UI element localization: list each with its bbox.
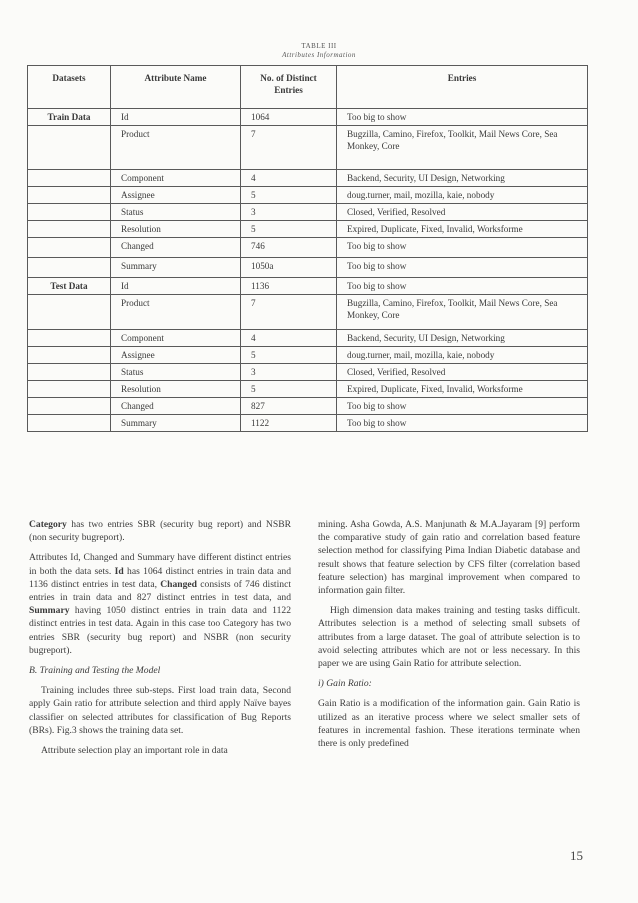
- table-row: [28, 398, 588, 415]
- dataset-cell: Test Data: [28, 278, 111, 295]
- right-column: [318, 518, 580, 757]
- table-body: [28, 109, 588, 432]
- attributes-table: [27, 65, 588, 432]
- entries-cell: Too big to show: [337, 278, 588, 295]
- table-row: [28, 347, 588, 364]
- attribute-cell: Assignee: [111, 347, 241, 364]
- gain-ratio-paragraph: Gain Ratio is a modification of the information gain. Gain Ratio is utilized as an iterative process where we select smaller sets of features in incremental fashion. These iterations terminate when there is only predefined: [318, 698, 580, 750]
- left-column: [29, 518, 291, 764]
- entries-cell: Expired, Duplicate, Fixed, Invalid, Worksforme: [337, 381, 588, 398]
- table-row: [28, 258, 588, 278]
- dataset-cell: [28, 330, 111, 347]
- attribute-cell: Status: [111, 364, 241, 381]
- attribute-cell: Component: [111, 330, 241, 347]
- count-cell: 827: [241, 398, 337, 415]
- entries-cell: Too big to show: [337, 238, 588, 258]
- header-distinct-entries: No. of Distinct Entries: [241, 66, 337, 109]
- table-row: [28, 126, 588, 170]
- table-row: [28, 364, 588, 381]
- count-cell: 4: [241, 330, 337, 347]
- count-cell: 7: [241, 295, 337, 330]
- attribute-cell: Product: [111, 126, 241, 170]
- attribute-cell: Component: [111, 170, 241, 187]
- attribute-cell: Resolution: [111, 221, 241, 238]
- entries-cell: Too big to show: [337, 258, 588, 278]
- dataset-cell: Train Data: [28, 109, 111, 126]
- section-heading-training: B. Training and Testing the Model: [29, 665, 161, 677]
- table-row: [28, 238, 588, 258]
- attribute-cell: Summary: [111, 415, 241, 432]
- dataset-cell: [28, 415, 111, 432]
- dataset-cell: [28, 221, 111, 238]
- dataset-cell: [28, 347, 111, 364]
- table-caption-title: Attributes Information: [282, 51, 356, 59]
- dataset-cell: [28, 381, 111, 398]
- count-cell: 3: [241, 204, 337, 221]
- entries-cell: doug.turner, mail, mozilla, kaie, nobody: [337, 187, 588, 204]
- mining-paragraph: mining. Asha Gowda, A.S. Manjunath & M.A.Jayaram [9] perform the comparative study of gain ratio and correlation based feature selection method for classifying Pima Indian Diabetic database and result shows that feature selection by CFS filter (correlation based feature selection) has marginal improvement when compared to information gain filter.: [318, 519, 580, 597]
- table-row: [28, 109, 588, 126]
- page-number: 15: [570, 848, 583, 863]
- count-cell: 4: [241, 170, 337, 187]
- table-row: [28, 170, 588, 187]
- table-row: [28, 330, 588, 347]
- entries-cell: Bugzilla, Camino, Firefox, Toolkit, Mail News Core, Sea Monkey, Core: [337, 295, 588, 330]
- count-cell: 7: [241, 126, 337, 170]
- dataset-cell: [28, 238, 111, 258]
- section-heading-gain-ratio: i) Gain Ratio:: [318, 678, 372, 690]
- dataset-cell: [28, 364, 111, 381]
- entries-cell: Backend, Security, UI Design, Networking: [337, 170, 588, 187]
- count-cell: 3: [241, 364, 337, 381]
- dataset-cell: [28, 204, 111, 221]
- table-row: [28, 221, 588, 238]
- dataset-cell: [28, 126, 111, 170]
- entries-cell: Bugzilla, Camino, Firefox, Toolkit, Mail News Core, Sea Monkey, Core: [337, 126, 588, 170]
- entries-cell: Closed, Verified, Resolved: [337, 364, 588, 381]
- table-header-row: [28, 66, 588, 109]
- attributes-paragraph: Attributes Id, Changed and Summary have different distinct entries in both the data sets. Id has 1064 distinct entries in train data and 1136 distinct entries in test data, Changed consists of 746 distinct entries in train data and 827 distinct entries in test data, and Summary having 1050 distinct entries in train data and 1122 distinct entries in test data. Again in this case too Category has two entries SBR (security bug report) and NSBR (non security bugreport).: [29, 552, 291, 656]
- attribute-cell: Summary: [111, 258, 241, 278]
- entries-cell: Closed, Verified, Resolved: [337, 204, 588, 221]
- table-row: [28, 204, 588, 221]
- count-cell: 5: [241, 187, 337, 204]
- count-cell: 5: [241, 381, 337, 398]
- count-cell: 1122: [241, 415, 337, 432]
- count-cell: 5: [241, 347, 337, 364]
- dataset-cell: [28, 258, 111, 278]
- header-datasets: Datasets: [28, 66, 111, 109]
- count-cell: 1064: [241, 109, 337, 126]
- attribute-cell: Changed: [111, 238, 241, 258]
- table-row: [28, 187, 588, 204]
- entries-cell: Too big to show: [337, 398, 588, 415]
- entries-cell: Too big to show: [337, 109, 588, 126]
- entries-cell: Backend, Security, UI Design, Networking: [337, 330, 588, 347]
- attribute-cell: Resolution: [111, 381, 241, 398]
- entries-cell: Too big to show: [337, 415, 588, 432]
- table-row: [28, 381, 588, 398]
- header-entries: Entries: [337, 66, 588, 109]
- attribute-cell: Id: [111, 109, 241, 126]
- attribute-cell: Changed: [111, 398, 241, 415]
- attribute-cell: Product: [111, 295, 241, 330]
- dataset-cell: [28, 170, 111, 187]
- count-cell: 5: [241, 221, 337, 238]
- dataset-cell: [28, 295, 111, 330]
- header-attribute-name: Attribute Name: [111, 66, 241, 109]
- high-dimension-paragraph: High dimension data makes training and testing tasks difficult. Attributes selection is a method of selecting small subsets of attributes from a large dataset. The goal of attribute selection is to avoid selecting attributes which are not or less necessary. In this paper we are using Gain Ratio for attribute selection.: [318, 605, 580, 670]
- table-row: [28, 295, 588, 330]
- table-row: [28, 278, 588, 295]
- category-paragraph: Category has two entries SBR (security bug report) and NSBR (non security bugreport).: [29, 519, 291, 544]
- attribute-cell: Status: [111, 204, 241, 221]
- entries-cell: doug.turner, mail, mozilla, kaie, nobody: [337, 347, 588, 364]
- attribute-cell: Assignee: [111, 187, 241, 204]
- count-cell: 746: [241, 238, 337, 258]
- count-cell: 1136: [241, 278, 337, 295]
- dataset-cell: [28, 187, 111, 204]
- training-paragraph: Training includes three sub-steps. First load train data, Second apply Gain ratio for attribute selection and third apply Naïve bayes classifier on selected attributes for classification of Bug Reports (BRs). Fig.3 shows the training data set.: [29, 685, 291, 736]
- entries-cell: Expired, Duplicate, Fixed, Invalid, Worksforme: [337, 221, 588, 238]
- table-row: [28, 415, 588, 432]
- table-caption-label: TABLE III: [301, 42, 337, 50]
- count-cell: 1050a: [241, 258, 337, 278]
- attribute-selection-paragraph: Attribute selection play an important role in data: [41, 745, 228, 757]
- dataset-cell: [28, 398, 111, 415]
- attribute-cell: Id: [111, 278, 241, 295]
